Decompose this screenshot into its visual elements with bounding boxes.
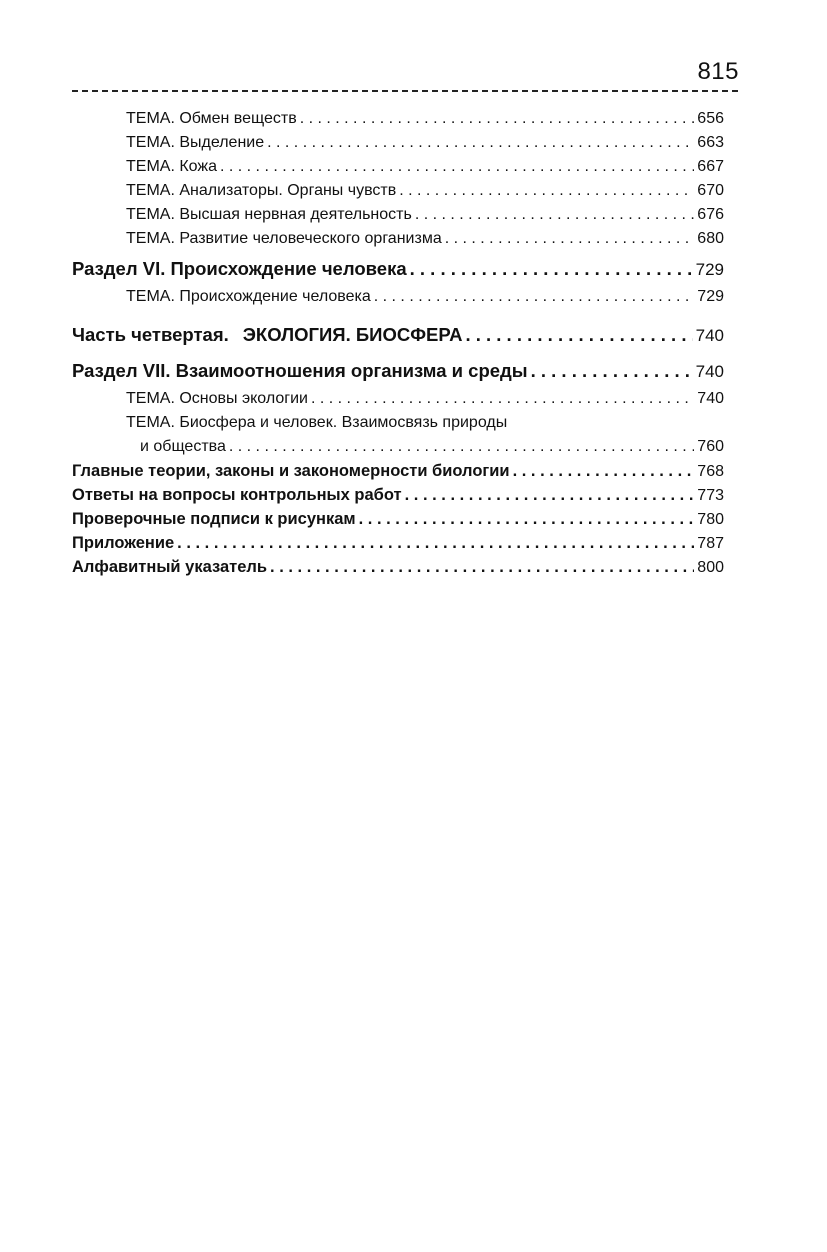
toc-entry-page: 656 (697, 110, 724, 127)
toc-entry-page: 773 (697, 487, 724, 504)
dot-leader (410, 253, 693, 285)
toc-entry-major[interactable] (72, 459, 724, 483)
toc-entry-title: ТЕМА. Выделение (126, 134, 265, 151)
toc-entry-page: 729 (697, 288, 724, 305)
dot-leader (465, 317, 692, 353)
toc-entry-page: 760 (697, 438, 724, 455)
dot-leader (374, 285, 695, 309)
toc-entry-topic-line2[interactable] (72, 435, 724, 459)
toc-entry-topic[interactable] (72, 131, 724, 155)
table-of-contents (72, 107, 724, 579)
toc-entry-major[interactable] (72, 507, 724, 531)
toc-entry-title: ТЕМА. Анализаторы. Органы чувств (126, 182, 397, 199)
toc-entry-title: ТЕМА. Обмен веществ (126, 110, 297, 127)
dot-leader (300, 107, 695, 131)
part-title: ЭКОЛОГИЯ. БИОСФЕРА (242, 324, 463, 345)
toc-entry-title: Раздел VII. Взаимоотношения организма и среды (72, 360, 528, 381)
toc-entry-page: 768 (697, 463, 724, 480)
toc-entry-page: 800 (697, 559, 724, 576)
toc-entry-title: ТЕМА. Биосфера и человек. Взаимосвязь природы (126, 414, 508, 431)
toc-entry-major[interactable] (72, 483, 724, 507)
toc-entry-topic[interactable] (72, 387, 724, 411)
toc-entry-page: 663 (697, 134, 724, 151)
toc-entry-section[interactable] (72, 253, 724, 285)
toc-entry-title: ТЕМА. Высшая нервная деятельность (126, 206, 412, 223)
dot-leader (311, 387, 694, 411)
toc-entry-title: ТЕМА. Происхождение человека (126, 288, 371, 305)
toc-entry-page: 676 (697, 206, 724, 223)
toc-entry-topic[interactable] (72, 107, 724, 131)
toc-entry-title: Главные теории, законы и закономерности биологии (72, 462, 510, 480)
toc-entry-title (72, 317, 462, 353)
part-label: Часть четвертая. (72, 324, 229, 345)
toc-entry-page: 740 (695, 326, 724, 345)
toc-entry-topic[interactable] (72, 285, 724, 309)
toc-entry-page: 787 (697, 535, 724, 552)
header-divider (72, 90, 738, 92)
toc-entry-title: ТЕМА. Развитие человеческого организма (126, 230, 442, 247)
toc-entry-topic[interactable] (72, 179, 724, 203)
toc-entry-topic[interactable] (72, 203, 724, 227)
toc-entry-title: Приложение (72, 534, 175, 552)
dot-leader (513, 459, 695, 483)
toc-entry-major[interactable] (72, 555, 724, 579)
dot-leader (531, 355, 693, 387)
toc-entry-title: Раздел VI. Происхождение человека (72, 258, 407, 279)
toc-entry-title-continued: и общества (140, 438, 226, 455)
toc-entry-topic-line1[interactable] (72, 411, 724, 435)
toc-entry-topic[interactable] (72, 155, 724, 179)
toc-entry-page: 740 (695, 362, 724, 381)
toc-entry-title: Алфавитный указатель (72, 558, 268, 576)
dot-leader (270, 555, 694, 579)
toc-entry-title: Проверочные подписи к рисункам (72, 510, 356, 528)
dot-leader (267, 131, 694, 155)
toc-entry-title: ТЕМА. Кожа (126, 158, 217, 175)
toc-entry-title: Ответы на вопросы контрольных работ (72, 486, 402, 504)
toc-entry-section[interactable] (72, 355, 724, 387)
toc-entry-page: 680 (697, 230, 724, 247)
dot-leader (229, 435, 694, 459)
toc-entry-title: ТЕМА. Основы экологии (126, 390, 308, 407)
dot-leader (405, 483, 695, 507)
dot-leader (177, 531, 694, 555)
dot-leader (445, 227, 695, 251)
toc-entry-part[interactable] (72, 317, 724, 353)
dot-leader (415, 203, 694, 227)
toc-entry-topic[interactable] (72, 227, 724, 251)
toc-entry-page: 729 (695, 260, 724, 279)
toc-entry-major[interactable] (72, 531, 724, 555)
toc-entry-page: 670 (697, 182, 724, 199)
page-number: 815 (697, 58, 739, 85)
toc-entry-page: 740 (697, 390, 724, 407)
dot-leader (399, 179, 694, 203)
toc-entry-page: 667 (697, 158, 724, 175)
toc-entry-page: 780 (697, 511, 724, 528)
dot-leader (220, 155, 694, 179)
dot-leader (359, 507, 695, 531)
